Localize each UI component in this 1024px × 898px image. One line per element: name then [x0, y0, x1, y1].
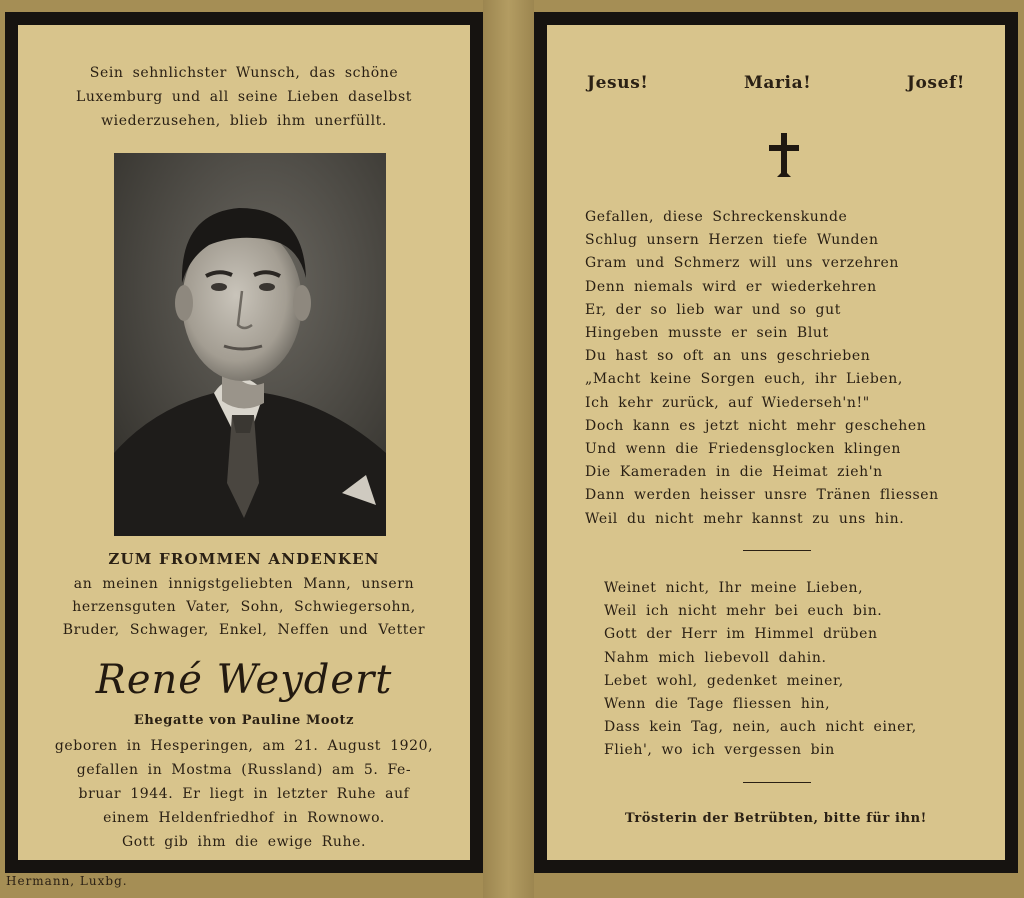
poem-line: Hingeben musste er sein Blut: [585, 325, 829, 342]
poem-second: [604, 577, 917, 763]
bio-line: geboren in Hesperingen, am 21. August 1920,: [54, 738, 434, 754]
card-fold: [483, 0, 534, 898]
poem-line: Flieh', wo ich vergessen bin: [604, 742, 835, 759]
divider-rule: [743, 550, 811, 551]
bio-line: gefallen in Mostma (Russland) am 5. Fe-: [76, 762, 412, 778]
saint-maria: Maria!: [743, 73, 812, 93]
portrait-illustration: [114, 153, 386, 536]
poem-line: Wenn die Tage fliessen hin,: [604, 696, 831, 713]
poem-line: Gott der Herr im Himmel drüben: [604, 626, 878, 643]
poem-line: Gefallen, diese Schreckenskunde: [585, 209, 848, 225]
portrait-photo: [114, 153, 386, 536]
poem-line: Lebet wohl, gedenket meiner,: [604, 672, 844, 689]
memorial-card-left: [5, 12, 483, 873]
cross-icon: [769, 133, 799, 181]
poem-line: Dass kein Tag, nein, auch nicht einer,: [604, 719, 917, 736]
dedication-line: Bruder, Schwager, Enkel, Neffen und Vetter: [62, 622, 426, 638]
quote-line: wiederzusehen, blieb ihm unerfüllt.: [101, 113, 387, 129]
quote-line: Luxemburg und all seine Lieben daselbst: [76, 89, 412, 105]
poem-line: Und wenn die Friedensglocken klingen: [585, 441, 902, 458]
biography: [54, 734, 434, 854]
bio-line: einem Heldenfriedhof in Rownowo.: [103, 810, 385, 826]
poem-line: Denn niemals wird er wiederkehren: [585, 278, 877, 295]
andenken-title: ZUM FROMMEN ANDENKEN: [108, 550, 380, 568]
poem-line: Ich kehr zurück, auf Wiederseh'n!": [585, 394, 870, 411]
andenken-dedication: [54, 573, 434, 642]
top-quote: [58, 61, 430, 133]
bio-line: Gott gib ihm die ewige Ruhe.: [121, 834, 367, 850]
poem-line: Schlug unsern Herzen tiefe Wunden: [585, 232, 879, 249]
quote-line: Sein sehnlichster Wunsch, das schöne: [89, 65, 399, 81]
poem-line: Weinet nicht, Ihr meine Lieben,: [604, 580, 864, 596]
dedication-line: herzensguten Vater, Sohn, Schwiegersohn,: [72, 599, 416, 615]
poem-line: Weil ich nicht mehr bei euch bin.: [604, 603, 883, 620]
poem-line: Die Kameraden in die Heimat zieh'n: [585, 464, 883, 481]
dedication-line: an meinen innigstgeliebten Mann, unsern: [73, 576, 415, 592]
printer-credit: Hermann, Luxbg.: [6, 874, 128, 888]
poem-line: Dann werden heisser unsre Tränen fliessen: [585, 487, 939, 504]
poem-line: Gram und Schmerz will uns verzehren: [585, 255, 900, 272]
closing-prayer: Trösterin der Betrübten, bitte für ihn!: [625, 811, 927, 826]
spouse-line: Ehegatte von Pauline Mootz: [133, 713, 355, 728]
memorial-card-right: [534, 12, 1018, 873]
bio-line: bruar 1944. Er liegt in letzter Ruhe auf: [78, 786, 410, 802]
poem-first: [585, 206, 939, 531]
poem-line: Doch kann es jetzt nicht mehr geschehen: [585, 417, 927, 434]
poem-line: Nahm mich liebevoll dahin.: [604, 649, 827, 666]
divider-rule: [743, 782, 811, 783]
poem-line: „Macht keine Sorgen euch, ihr Lieben,: [585, 371, 903, 388]
poem-line: Weil du nicht mehr kannst zu uns hin.: [585, 510, 905, 527]
poem-line: Du hast so oft an uns geschrieben: [585, 348, 871, 365]
saint-josef: Josef!: [906, 73, 965, 93]
deceased-name: René Weydert: [95, 657, 393, 703]
poem-line: Er, der so lieb war und so gut: [585, 301, 841, 318]
holy-family-header: [587, 73, 965, 93]
saint-jesus: Jesus!: [587, 73, 649, 93]
